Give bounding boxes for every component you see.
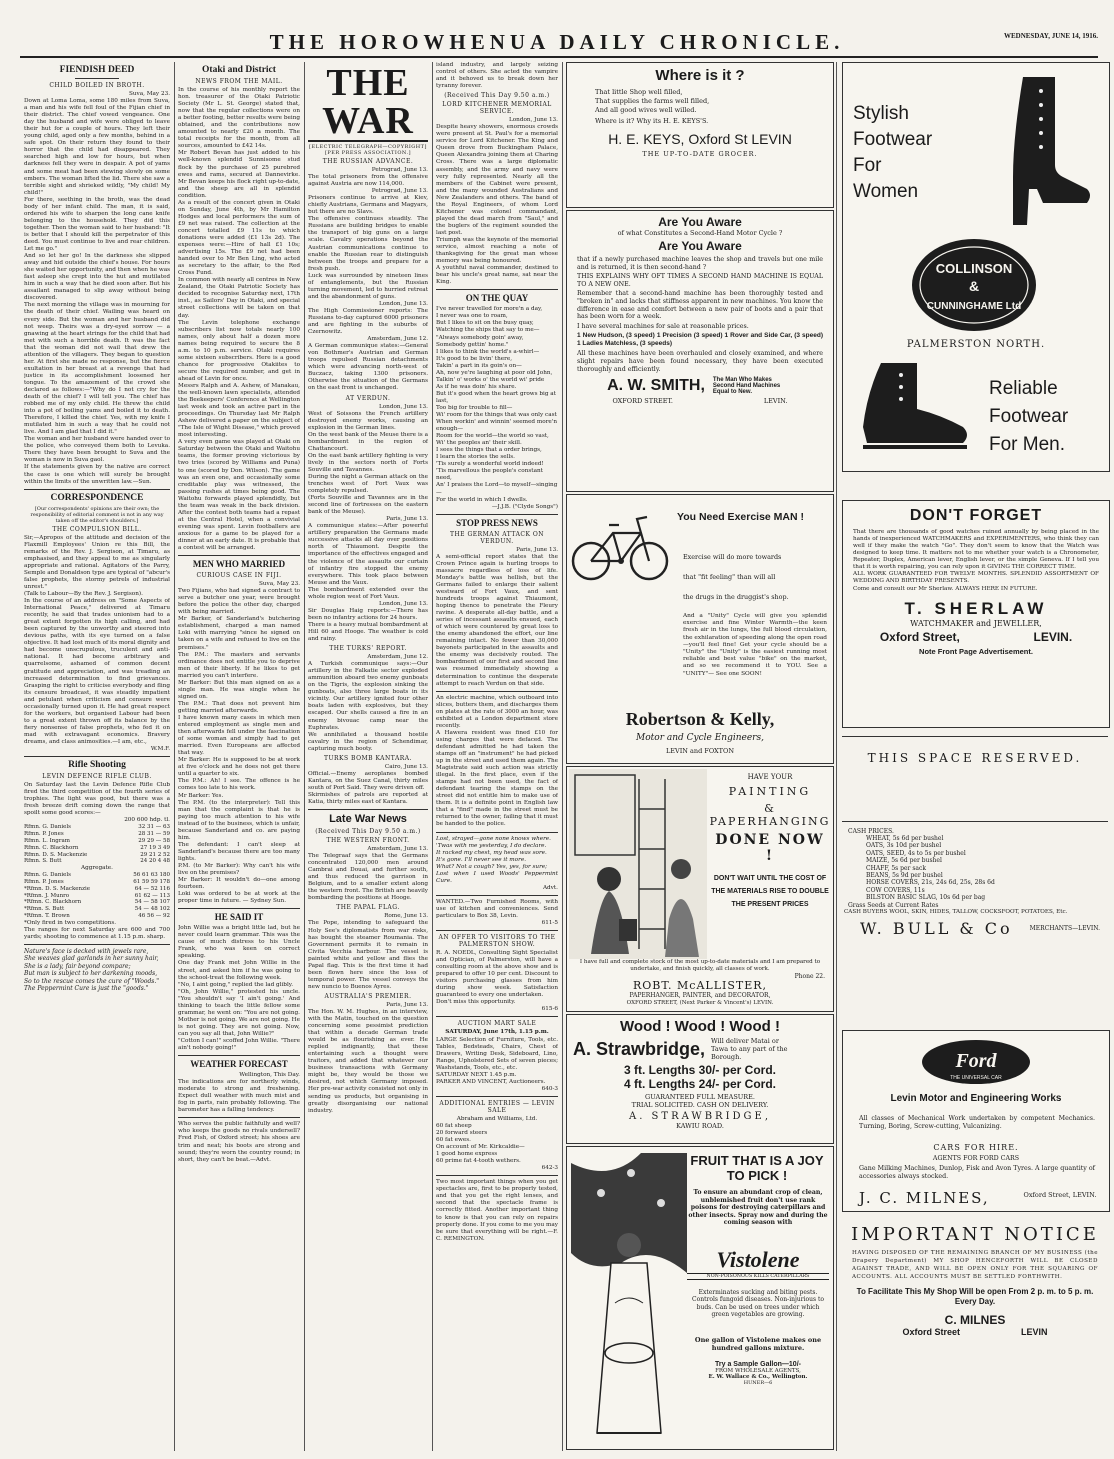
advert-tagline: THE UP-TO-DATE GROCER. [642, 150, 758, 159]
column-rule [304, 62, 305, 1451]
advert-text: I have several machines for sale at reasonable prices. [577, 322, 749, 330]
advert-text: To ensure an abundant crop of clean, unblemished fruit don't use rank poisons for destroying caterpillars and other insects. Spray now and during the coming season with [688, 1189, 828, 1227]
article-body: Despite heavy showers, enormous crowds were present at St. Paul's for a memorial service for Lord Kitchener. The King and Queen drove from Buckingham Palace, Queen Alexandra joining them at Charing Cross. There was a large diplomatic assembly, and the army and navy were very fully represented. Nearly all the members of the Cabinet were present, and the many wounded Australians and New Zealanders and others. The band of the Royal Engineers, of whom Lord Kitchener was colonel commandant, played the dead march from "Saul," and the buglers of the regiment sounded the last post. Triumph was the keynote of the memorial service, almost reaching a note of thanksgiving for the great man whose memory was being honoured. A youthful naval commander, destined to bear his uncle's great name, sat near the King. [436, 124, 558, 286]
article-body: West of Soissons the French artillery destroyed enemy works, causing an explosion in the German lines. On the west bank of the Meuse there is a bombardment in the region of Chattancourt. On the east bank artillery fighting is very lively in the sectors north of Forts Souville and Tavannes. During the night a German attack on the trenches west of Fort Vaux was completely repulsed. (Forts Souville and Tavannes are in the second line of fortresses on the eastern bank of the Meuse). [308, 410, 428, 516]
advert-text: FROM WHOLESALE AGENTS, [715, 1368, 801, 1374]
score-name: Rfmn. C. Blackhorn [24, 844, 79, 851]
issue-date: WEDNESDAY, JUNE 14, 1916. [1003, 32, 1098, 40]
article-subhead: NEWS FROM THE MAIL. [195, 78, 283, 85]
advert-text: That there are thousands of good watches ruined annually by being placed in the hands of inexperienced WATCHMAKERS and EXPERIMENTERS, who think they can well if they make the watch "Go". They don't seem to know that the Watch was designed to keep time. It matters not to me whether your watch is a Chronometer, Repeater, Duplex, American lever, English lever, or the simple Geneva. If I tell you that it is worth repairing, you can rely upon it GIVING THE CORRECT TIME. [853, 529, 1099, 570]
divider [436, 832, 558, 833]
advert-headline: CARS FOR HIRE. [933, 1143, 1019, 1152]
score-values: 61 59 59 178 [133, 878, 170, 885]
advert-text: that if a newly purchased machine leaves the shop and travels but one mile and is returned, it is then second-hand ? [577, 256, 823, 271]
ford-logo-text: Ford [955, 1050, 997, 1072]
divider [436, 289, 558, 290]
badge-text: & [968, 278, 980, 294]
article-body: The indications are for northerly winds, moderate to strong and freshening. Expect dull weather with much mist and fog in parts, rain probably following. The barometer has a falling tendency. [178, 1079, 300, 1114]
advert-text: THIS EXPLAINS WHY OFT TIMES A SECOND HAND MACHINE IS EQUAL TO A NEW ONE. [577, 273, 823, 288]
article-subhead: THE COMPULSION BILL. [52, 525, 142, 533]
advert-headline: AGENTS FOR FORD CARS [932, 1155, 1020, 1162]
score-row [24, 858, 170, 865]
score-values: 29 29 — 58 [138, 837, 170, 844]
dateline: Amsterdam, June 13. [367, 846, 428, 853]
advertiser-name: ROBT. McALLISTER, [632, 979, 768, 992]
advert-mcallister [566, 766, 834, 1012]
dateline: Amsterdam, June 12. [367, 336, 428, 343]
advert-text: Will deliver Matai or Tawa to any part of the Borough. [711, 1037, 788, 1061]
advert-credit: Advt. [542, 884, 558, 891]
dateline: Amsterdam, June 12. [367, 654, 428, 661]
scores-table [24, 824, 170, 865]
advert-text: the drugs in the druggist's shop. [683, 593, 789, 601]
column-4 [436, 62, 558, 1451]
auction-date: SATURDAY, June 17th, 1.15 p.m. [445, 1029, 549, 1036]
classified-code: 640-3 [541, 1085, 558, 1092]
advert-text: Remember that a second-hand machine has been thoroughly tested and "broken in" and lacks that stiffness apparent in new machines. You know the difference in ease and comfort between a new pair of boots and a pair that has been worn for a week. [577, 290, 823, 321]
advert-text: To Facilitate This My Shop Will be open From 2 p. m. to 5 p. m. Every Day. [856, 1287, 1094, 1306]
advert-vistolene [566, 1146, 834, 1450]
painter-illustration-icon [569, 769, 707, 959]
advert-headline: Where is it ? [655, 67, 745, 84]
advert-smith [566, 210, 834, 492]
advertiser-name: C. MILNES [944, 1313, 1006, 1327]
advert-text: I have full and complete stock of the most up-to-date materials and I am prepared to undertake, and finish quickly, all classes of work. [579, 959, 821, 972]
advert-address: Oxford Street, LEVIN. [1023, 1191, 1097, 1199]
advert-tagline: MERCHANTS—LEVIN. [1029, 924, 1100, 932]
letter-signature: W.M.F. [150, 746, 170, 753]
classified-body: R. A. NOEDL, Consulting Sight Specialist and Optician, of Palmerston, will have a consulting room at the above show and is prepared to offer 10 per cent. Discount to visitors purchasing glasses from him during show week. Satisfaction guaranteed to every one undertaken. Don't miss this opportunity. [436, 950, 558, 1006]
advert-town: LEVIN [1020, 1327, 1048, 1337]
article-subhead: LORD KITCHENER MEMORIAL SERVICE. [442, 101, 552, 116]
advert-text: HAVING DISPOSED OF THE REMAINING BRANCH OF MY BUSINESS (the Drapery Department) MY SHOP HENCEFORTH WILL BE CLOSED AGAINST TRADE, AND WILL BE OPEN ONLY FOR THE SQUARING OF ACCOUNTS. ALL ACCOUNTS MUST BE SETTLED FORTHWITH. [852, 1250, 1098, 1280]
divider [178, 1055, 300, 1056]
advert-headline: You Need Exercise MAN ! [677, 511, 805, 523]
advert-address: PALMERSTON NORTH. [906, 339, 1046, 350]
score-row [24, 838, 170, 845]
dateline: London, June 13. [378, 300, 428, 307]
advert-text: HAVE YOUR [747, 773, 793, 781]
dateline: Wellington, This Day. [239, 1072, 300, 1079]
price-list: WHEAT, 5s 6d per bushel OATS, 3s 10d per bushel OATS, SEED, 4s to 5s per bushel MAIZE, 5s 6d per bushel CHAFF, 5s per sack BEANS, 5s 9d per bushel HORSE COVERS, 21s, 24s 6d, 25s, 28s 6d COW COVERS, 11s BILSTON BASIC SLAG, 10s 6d per bag [866, 835, 995, 902]
article-body: The total prisoners from the offensive against Austria are now 114,000. [308, 174, 428, 188]
section-headline: STOP PRESS NEWS [456, 517, 538, 528]
mens-boot-icon [851, 363, 971, 453]
article-body: The High Commissioner reports: The Russians to-day captured 6000 prisoners and are fighting in the suburbs of Czernowitz. [308, 307, 428, 336]
column-1 [24, 62, 170, 1451]
advert-sherlaw [842, 500, 1110, 728]
advert-bull [842, 826, 1108, 974]
article-subhead: LEVIN DEFENCE RIFLE CLUB. [42, 773, 152, 781]
advert-strawbridge [566, 1014, 834, 1144]
advert-text: All classes of Mechanical Work undertaken by competent Mechanics. Turning, Boring, Screw-cutting, Vulcanizing. [859, 1115, 1095, 1130]
advert-headline: & PAPERHANGING [709, 802, 831, 828]
score-row [24, 913, 170, 920]
advertiser-name: Levin Motor and Engineering Works [890, 1093, 1062, 1104]
divider [24, 489, 170, 490]
advert-tagline: Motor and Cycle Engineers, [636, 733, 764, 743]
section-headline: Otaki and District [202, 65, 276, 75]
score-row [24, 852, 170, 859]
advert-text: GUARANTEED FULL MEASURE. [645, 1093, 755, 1101]
telegraph-note: [ELECTRIC TELEGRAPH—COPYRIGHT] [PER PRESS ASSOCIATION.] [309, 144, 427, 156]
advert-town: LEVIN. [1033, 630, 1073, 645]
aggregate-table [24, 872, 170, 920]
advert-collinson-cunninghame [842, 62, 1110, 472]
score-name: Rfmn. D. S. Mackenzie [24, 851, 88, 858]
product-tagline: NON-POISONOUS KILLS CATERPILLARS [687, 1273, 829, 1280]
classified-body: LARGE Selection of Furniture, Tools, etc. Tables, Bedsteads, Chairs, Chest of Drawers, Writing Desk, Sideboard, Lino, Range, Upholstered Sets of seven pieces; Washstands, Tools, etc., etc. SATURDAY NEXT 1.45 p.m. PARKER AND VINCENT, Auctioneers. [436, 1036, 558, 1085]
war-headline: THE WAR [308, 64, 428, 142]
score-row [24, 872, 170, 879]
advert-text: All these machines have been overhauled and closely examined, and where slight repairs have been found necessary, they have been executed thoroughly and efficiently. [577, 350, 823, 373]
article-body: On Saturday last the Levin Defence Rifle Club fired the third competition of the fourth series of trophies. The light was good, but there was a fresh breeze drift coming down the range that spoilt some good scores:— [24, 782, 170, 817]
dateline: London, June 13. [378, 403, 428, 410]
bicycle-icon [571, 503, 671, 588]
article-body: Sir Douglas Haig reports:—There has been no infantry actions for 24 hours. There is a heavy mutual bombardment at Hill 60 and Hooge. The weather is cold and rainy. [308, 607, 428, 643]
advert-text: Exercise will do more towards [683, 553, 782, 561]
advert-headline: For [853, 155, 882, 176]
score-name: Rfmn. S. Butt [24, 858, 62, 865]
advert-note: Note Front Page Advertisement. [919, 647, 1033, 657]
ford-strapline: THE UNIVERSAL CAR [950, 1075, 1002, 1081]
divider [436, 514, 558, 515]
advert-text: E. W. Wallace & Co., Wellington. [708, 1374, 808, 1380]
poem-credit: —J.J.B. ("Clyde Songs") [491, 503, 558, 510]
divider [436, 1016, 558, 1017]
score-values: 24 20 4 48 [140, 858, 170, 865]
score-name: Rfmn. P. Jones [24, 878, 64, 885]
article-headline: WEATHER FORECAST [190, 1059, 288, 1070]
advert-headline: DON'T FORGET [909, 507, 1043, 524]
advert-text: of what Constitutes a Second-Hand Motor Cycle ? [617, 229, 783, 237]
advert-address: Oxford Street [902, 1327, 960, 1337]
divider [24, 756, 170, 757]
score-row [24, 906, 170, 913]
advert-price: 3 ft. Lengths 30/- per Cord. [623, 1063, 776, 1077]
divider [436, 1096, 558, 1097]
score-values: 27 19 3 49 [140, 844, 170, 851]
advert-text: Where is it? Why its H. E. KEYS'S. [595, 117, 709, 125]
score-row [24, 879, 170, 886]
advert-headline: IMPORTANT NOTICE [851, 1224, 1099, 1245]
section-headline: CORRESPONDENCE [50, 492, 144, 503]
divider [178, 908, 300, 909]
advert-levin-motor [842, 1030, 1110, 1212]
divider [178, 1117, 300, 1118]
column-rule [174, 62, 175, 1451]
divider [436, 895, 558, 896]
advert-headline: Are You Aware [658, 215, 742, 229]
divider [436, 930, 558, 931]
article-body: Two Fijians, who had signed a contract to serve a butcher one year, were brought before the police the other day, charged with being married. Mr Barker, of Sanderland's butchering establishment, charged a man named Loki with marrying "since he signed on taken on a wife and refused to live on the premises." The P.M.: The masters and servants ordinance does not entitle you to deprive men of their liberty. If he likes to get married you can't interfere. Mr Barker: But this man signed on as a single man. He was single when he signed on. The P.M.: That does not prevent him getting married afterwards. I have known many cases in which men entered employment as single men and then afterwards fell under the fascination of some woman and simply had to get married. Even Europeans are affected that way. Mr Barker: He is supposed to be at work at five o'clock and he does not get there until a quarter to six. The P.M.: Ah! I see. The offence is he comes too late to his work. Mr Barker: Yes. The P.M. (to the interpreter): Tell this man that the complaint is that he is paying too much attention to his wife instead of to the business, which is unfair, because Sanderland and co. are paying him. The defendant: I can't sleep at Sanderland's because there are too many lights. P.M. (to Mr Barker): Why can't his wife live on the premises? Mr Barker: It wouldn't do—one among fourteen. Loki was ordered to be at work at the proper time in future. — Sydney Sun. [178, 588, 300, 905]
poem-text: I've never travelled for more'n a day, I never was one to roam, But I likes to sit on the busy quay, Watching the ships that say to me— "Always somebody goin' away, Somebody gettin' home." I likes to think the world's a-whirl— It's good to be livin' there, Takin' a part in its goin's on— Ah, now ye're laughing at poor old John, Talkin' o' works o' the world wi' pride As if he was doin' his share. But it's good when the heart grows big at last, Too big for trouble to fill— Wi' room for the things that was only cast When workin' and winnin' seemed more'n enough— Room for the world—the world so vast, Wi' the peoples an' their skill. I sees the things that a order brings, I learn the stories the sells. 'Tis surely a wonderful world indeed! 'Tis marvellous the people's constant need, An' I praises the Lord—to myself—singing— For the world in which I dwells. [436, 306, 558, 503]
masthead-rule [20, 56, 1098, 58]
article-subhead: CURIOUS CASE IN FIJI. [196, 572, 282, 580]
article-subhead: THE TURKS' REPORT. [329, 645, 407, 653]
score-name: Rfmn. L. Ingram [24, 837, 70, 844]
dateline: London, June 13. [508, 117, 558, 124]
score-row [24, 831, 170, 838]
divider [24, 944, 170, 945]
advert-headline: PAINTING [728, 785, 812, 798]
article-headline: MEN WHO MARRIED [192, 559, 286, 570]
advert-headline: DONE NOW ! [715, 832, 825, 864]
score-values: 29 21 2 52 [140, 851, 170, 858]
advert-headline: CASH PRICES. [848, 828, 894, 835]
dateline: Rome, June 13. [384, 913, 428, 920]
classified-body: 60 fat sheep 20 forward steers 60 fat ewes. On account of Mr. Kirkcaldie— 1 good home express 60 prime fat 4-tooth wethers. [436, 1122, 525, 1165]
dateline: Paris, June 13. [516, 546, 558, 553]
score-name: *Rfmn. D. S. Mackenzie [24, 885, 90, 892]
advertiser-name: A. STRAWBRIDGE, [628, 1111, 772, 1122]
advert-poem: Nature's face is decked with jewels rare, She weaves glad garlands in her sunny hair, She is a lady, fair beyond compare; But man is subject to her darkening moods, So to the rescue comes the cure of "Woods." The Peppermint Cure is just the "goods." [24, 947, 160, 992]
article-body: *Only fired in two competitions. The ranges for next Saturday are 600 and 700 yards; shooting to commence at 1.15 p.m. sharp. [24, 919, 170, 940]
article-headline: FIENDISH DEED [59, 65, 135, 75]
article-body: An electric machine, which outboard into slices, butters them, and discharges them on plates at the rate of 3000 an hour, was exhibited at a London department store recently. A Hawera resident was fined £10 for using charges that were defaced. The defendant admitted he had taken the stamps off an "instrument" he had picked up in the street and used them again. The Magistrate said such action was strictly illegal. In the first place, even if the stamps had not been used, the fact of defendant tearing the stamps on the street did not entitle him to make use of them. It is a definite point in English law that a "find" made in the street must be returned to the owner, failing that it must be handed to the police. [436, 694, 558, 828]
reserved-label: THIS SPACE RESERVED. [867, 751, 1083, 765]
advert-poem: That little Shop well filled, That supplies the farms well filled, And all good wives well willed. [595, 88, 710, 114]
advert-address: KAWIU ROAD. [676, 1122, 724, 1130]
article-body: The Pope, intending to safeguard the Holy See's diplomatists from war risks, has bought the steamer Roumania. The Government permits it to remain in Civita Vecchia harbour. The vessel is painted white and yellow and flies the Papal flag. This is the first time it had been flown here since the loss of temporal power. The vessel conveys the new nuncio to Buenos Ayres. [308, 920, 428, 990]
advert-phone: Phone 22. [794, 973, 825, 980]
advert-text: Who serves the public faithfully and well? who keeps the goods no rivals undersell? Fred Fish, of Oxford street; his shoes are trim and neat; his boots are strong and sound; they're worn the country round; in short, they can't be beat.—Advt. [178, 1121, 300, 1163]
classified-heading: AN OFFER TO VISITORS TO THE PALMERSTON SHOW. [438, 934, 556, 949]
advert-headline: Stylish [853, 103, 909, 124]
divider [178, 555, 300, 556]
advertiser-name: T. SHERLAW [904, 599, 1048, 619]
advert-headline: Women [853, 181, 919, 202]
advert-poem: Lost, strayed—gone none knows where. 'Twas with me yesterday, I do declare. It racked my chest, my head was sore. It's gone. I'll never see it more. What? Not a cough? Yes, yes, for sure; Lost when I used Woods' Peppermint Cure. [436, 835, 558, 884]
article-body: A German communique states:—General von Bothmer's Austrian and German troops repulsed Russian detachments which were advancing north-west of Buczacz, taking 1300 prisoners. Otherwise the situation of the Germans on the east front is unchanged. [308, 343, 428, 392]
advert-tagline: PAPERHANGER, PAINTER, and DECORATOR, [629, 992, 771, 999]
advert-text: Gane Milking Machines, Dunlop, Fisk and Avon Tyres. A large quantity of accessories always stocked. [859, 1165, 1095, 1180]
advert-list: 1 New Hudson, (3 speed) 1 Precision (3 speed) 1 Rover and Side Car, (3 speed) 1 Ladies Matchless, (3 speeds) [577, 332, 823, 348]
advert-headline: Footwear [989, 406, 1069, 427]
article-body: Official.—Enemy aeroplanes bombed Kantara, on the Suez Canal, thirty miles south of Port Said. They were driven off. Skirmishes of patrols are reported at Katia, thirty miles east of Kantara. [308, 770, 428, 805]
classified-code: 611-5 [541, 920, 558, 927]
article-body: Prisoners continue to arrive at Kiev, chiefly Austrians, Germans and Magyars, but there are no Slavs. The offensive continues steadily. The Russians are building bridges to enable the transport of big guns on a large scale. Cavalry operations beyond the Austrian communications continue to enable the Russian rear to distinguish between the troops and prepare for a fresh push. Luck was surrounded by nineteen lines of entanglements, but the Russian turning movement, led to hurried retreat and the abandonment of guns. [308, 195, 428, 300]
advert-tagline: The Man Who Makes Second Hand Machines Equal to New. [712, 377, 781, 396]
article-subhead: THE WESTERN FRONT. [326, 837, 410, 845]
advert-text: One gallon of Vistolene makes one hundred gallons mixture. [694, 1336, 822, 1352]
advert-code: HUNER—6 [743, 1380, 773, 1386]
advert-text: Two most important things when you get spectacles are, first to be properly tested, and that you get the right lenses, and second that the spectacle frame is correctly fitted. Another important thing to know is that you can rely on repairs properly done. If you come to me you may be sure that everything will be right.—F. C. REMINGTON. [436, 1179, 558, 1242]
score-row [24, 893, 170, 900]
advert-headline: Wood ! Wood ! Wood ! [620, 1018, 780, 1035]
score-values: 61 62 — 113 [134, 892, 170, 899]
advert-headline: For Men. [989, 434, 1066, 455]
advert-text: CASH BUYERS WOOL, SKIN, HIDES, TALLOW, COCKSFOOT, POTATOES, Etc. [844, 908, 1068, 915]
advertiser-name: J. C. MILNES, [859, 1189, 990, 1207]
dateline: Paris, June 13. [386, 1001, 428, 1008]
article-body: Down at Loma Loma, some 180 miles from Suva, a man and his wife fell foul of the Fijian chief in their district. The chief vowed vengeance. One day the husband and wife were obliged to leave their hut for a couple of hours. They left their young child, aged only a few months, behind in a safe spot. On their return they found to their horror that the child had disappeared. They searched high and low for hours, but when darkness fell they were in despair. A pot of yams and some meat had been stewing slowly on some embers. The woman lifted the lid. There she saw a terrible sight and shrieked wildly, "My child! My child!" For there, seething in the broth, was the dead body of her infant child. The man, it is said, ordered his wife to sharpen the long cane knife belonging to the household. They did this together. Then the woman said to her husband: "It is better that I should kill the perpetrator of this deed. You must continue to live and rear children. Let me go." And so let her go! In the darkness she slipped away and hid outside the chief's house. For hours she waited her opportunity, and then when he was fast asleep she crept into the hut and mutilated him in such a way that he died soon after. But his assailant managed to slip away without being discovered. The next morning the village was in mourning for the death of their chief. Wailing was heard on every side. But the woman and her husband did not weep. Theirs was a dry-eyed sorrow — a gnawing at the heart strings for the child that had met with such a horrible death. It was the fact that the woman did not wail that drew the attention of the villagers. They began to question her. At first she made no response, but the fierce exultation in her breast at a revenge that had justice in its accomplishment loosened her tongue. To the amazement of the crowd she declared as follows:—"Why do I not cry for the death of the chief? I will tell you. The chief has robbed me of my only child. He threw the child into a pot of boiling yams and boiled it to death. Therefore, I killed the chief. Yes, with my knife I mutilated him in such a way that he could not live. And I am glad that I did it." The woman and her husband were handed over to the police, who conveyed them both to Levuka. There they have been brought to Suva and the woman is now in Suva gaol. If the statements given by the native are correct the case is one which will surely be brought within the limits of the unwritten law.—Sun. [24, 98, 170, 485]
column-2 [178, 62, 300, 1451]
advert-headline: Are You Aware [658, 239, 742, 253]
advertiser-name: A. Strawbridge, [573, 1038, 706, 1059]
score-values: 54 — 58 107 [134, 899, 170, 906]
advert-text: TRIAL SOLICITED. CASH ON DELIVERY. [631, 1101, 769, 1109]
article-subhead: THE PAPAL FLAG. [336, 904, 400, 912]
dateline: London, June 13. [378, 600, 428, 607]
score-row [24, 845, 170, 852]
advert-address: OXFORD STREET. [612, 397, 673, 406]
advert-text: Exterminates sucking and biting pests. Controls fungoid diseases. Non-injurious to buds. Can be used on trees under which green vegetables are growing. [692, 1289, 824, 1319]
score-name: *Rfmn. T. Brown [24, 912, 70, 919]
article-body: In the course of his monthly report the hon. treasurer of the Otaki Patriotic Society (Mr L. St. George) stated that, now that the regular collections were on a better footing, better results were being obtained, and the contributions now amounted to nearly £20 a month. The total receipts for the month, from all sources, amounted to £42 14s. Mr Robert Bevan has just added to his well-known splendid Sunnisome stud flock by the purchase of 25 purebred ewes and rams, secured at Dannevirke. Mr Bevan keeps his flock right up-to-date, and the sheep are all in splendid condition. As a result of the concert given in Otaki on Sunday, June 4th, by Mr Hamilton Hodges and local performers the sum of £9 net was raised. The collection at the concert totalled £9 11s to which donations were added (£1 13s 2d). The expenses were:—Hire of hall £1 10s; advertising 15s. The £9 net had been handed over to Mr Ben Ling, who acted as secretary to the affair, to the Red Cross Fund. In common with nearly all centres in New Zealand, the Otaki Patriotic Society has decided to recognise Saturday next, 17th inst., as Sailors' Day in Otaki, and special street collections will be taken on that day. The Levin telephone exchange subscribers list now totals nearly 100 names, only about half a dozen more names being required to secure the 8 a.m. to 10 p.m. service. Otaki requires some sixteen subscribers. Here is a good chance for progressive Otakiites to secure the required number, and get in ahead of Levin for once. Messrs Ralph and A. Ashew, of Manakau, the well-known lawn specialists, attended the Beekeepers' Conference at Wellington last week and took an active part in the proceedings. On Thursday last Mr Ralph Ashew delivered a paper on the subject of "The Isle of Wight Disease," which proved most interesting. A very even game was played at Otaki on Saturday between the Otaki and Waitohu teams, the former proving victorious by two tries (scored by Williams and Puna) to one (scored by Don. Wilson). The game was an even one, and occasionally some creditable play was witnessed, the passing rushes at times being good. The Waitohu forwards played splendidly, but the team was weak in the back division. After the contest both teams had a repast at the Central Hotel, when a convivial evening was spent. Levin footballers are anxious for a game to be played for a dinner at an early date. It is probable that a contest will be arranged. [178, 87, 300, 552]
advertiser-name: Robertson & Kelly, [625, 709, 775, 729]
advert-headline: FRUIT THAT IS A JOY TO PICK ! [690, 1153, 824, 1183]
advert-important-notice [842, 1218, 1108, 1450]
score-values: 32 31 — 63 [138, 824, 170, 831]
advert-robertson-kelly [566, 494, 834, 764]
score-name: Rfmn. G. Daniels [24, 872, 71, 879]
score-row [24, 824, 170, 831]
column-rule [432, 62, 433, 1451]
dateline: Cairo, June 13. [384, 763, 428, 770]
article-headline: Rifle Shooting [68, 760, 126, 771]
womens-boot-icon [983, 77, 1093, 227]
dateline: Suva, May 23. [128, 91, 170, 97]
advert-address: OXFORD STREET, (Next Parker & Vincent's) LEVIN. [626, 1000, 774, 1006]
advert-town: LEVIN. [763, 397, 788, 406]
score-values: 46 56 — 92 [138, 912, 170, 919]
column-rule [836, 62, 837, 1451]
score-name: Rfmn. G. Daniels [24, 824, 71, 831]
advert-text: ALL WORK GUARANTEED FOR TWELVE MONTHS. SPLENDID ASSORTMENT OF WEDDING AND BIRTHDAY PRESENTS. [853, 571, 1099, 585]
badge-text: CUNNINGHAME Ltd [926, 301, 1022, 312]
score-row [24, 899, 170, 906]
article-body: A communique states:—After powerful artillery preparation the Germans made successive attacks all day over positions north of Thiaumont. Despite the importance of the effectives engaged and the violence of the assaults our curtain of infantry fire stopped the enemy everywhere. This took place between Meuse and the Vaux. The bombardment extended over the whole region west of Fort Vaux. [308, 523, 428, 600]
classified-heading: ADDITIONAL ENTRIES — LEVIN SALE [439, 1099, 555, 1114]
score-name: *Rfmn. S. Butt [24, 906, 65, 913]
column-3 [308, 62, 428, 1451]
poem-title: ON THE QUAY [465, 293, 529, 304]
classified-heading: AUCTION MART SALE [457, 1020, 537, 1028]
editorial-note: [Our correspondents' opinions are their own; the responsibility of editorial comment is not in any way taken off the editor's shoulders.] [30, 505, 164, 524]
masthead [0, 0, 1114, 58]
letter-body: Sir,—Apropos of the attitude and decision of the Flaxmill Employees' Union re this Bill, the remarks of the Rev. J. Sergison, at Timaru, as emphasised, and they appeal to me as singularly appropriate and rational. Agitators of the Parry, Semple and Donaldson type are typical of "abcur's false prophets, the stormy petrels of industrial unrest." (Talk to Labour—By the Rev. J. Sergison). In the course of an address on "Some Aspects of International Peace," delivered at Timaru recently, he said that trades unionism had to a great extent forgotten its high calling, and had been captured by the unworthy and steered into devious paths, with its eye turned on a false objective. It had lost much of its moral dignity and had become unscrupulous, truculent and anti-national. It had become arbitrary and quarrelsome, ashamed of common decent gratitude and appreciation, and was treading an increased determination to find grievances. Grasping the right to criticise everybody and fling its censure broadcast, it was steadily impatient and petulant when criticism and censure were occasionally turned upon it. He had great respect for the workers, but organised Labour had been to a great extent thrown off its balance by the fiery nonsense of false prophets, who fed it on mad with extravagant economics. Bravery dreams, and class animosities.—I am, etc., [24, 534, 170, 745]
column-rule [562, 62, 563, 1451]
dateline: Suva, May 23. [258, 581, 300, 588]
advert-price: Try a Sample Gallon—10/- [715, 1361, 801, 1368]
aggregate-label: Aggregate. [81, 865, 113, 872]
advert-price: 4 ft. Lengths 24/- per Cord. [623, 1077, 776, 1091]
dateline: Paris, June 13. [386, 516, 428, 523]
score-values: 28 31 — 59 [138, 831, 170, 838]
article-subhead: CHILD BOILED IN BROTH. [49, 82, 145, 89]
divider [436, 691, 558, 692]
scores-header: 200 600 hdp. tl. [124, 817, 170, 824]
advert-address: Oxford Street, [879, 630, 960, 645]
article-headline: HE SAID IT [214, 912, 264, 923]
advert-text: Come and consult our Mr Sherlaw. ALWAYS HERE IN FUTURE. [853, 586, 1038, 593]
fruit-picker-illustration-icon [571, 1153, 687, 1443]
advert-address: LEVIN and FOXTON [665, 747, 735, 755]
advert-text: DON'T WAIT UNTIL THE COST OF THE MATERIALS RISE TO DOUBLE THE PRESENT PRICES [711, 875, 829, 908]
advert-text: that "fit feeling" than will all [683, 573, 776, 581]
article-body: John Willie was a bright little lad, but he never could learn grammar. This was the cause of much distress to his Uncle Frank, who was keen on correct speaking. One day Frank met John Willie in the street, and asked him if he was going to the school-treat the following week. "No, I aint going," replied the lad glibly. "Oh, John Willie," protested his uncle. "You shouldn't say 'I ain't going.' And thinking to teach the little fellow some grammar, he went on: "You are not going. Mother is not going. We are not going. He is not going. They are not going. Now, can you say all that, John Willie?" "Cotton I can!" scoffed John Willie. "There ain't nobody going!" [178, 925, 300, 1052]
score-name: *Rfmn. C. Blackhorn [24, 899, 82, 906]
advert-headline: Reliable [989, 378, 1058, 399]
article-subhead: AUSTRALIA'S PREMIER. [324, 992, 412, 1000]
badge-text: COLLINSON [935, 261, 1013, 276]
divider [75, 78, 119, 79]
product-logo: Vistolene [716, 1247, 800, 1272]
classified-wanted: WANTED.—Two Furnished Rooms, with use of kitchen and conveniences. Send particulars to Box 38, Levin. [436, 898, 558, 919]
score-name: Rfmn. P. Jones [24, 831, 64, 838]
divider [436, 1175, 558, 1176]
article-body: The Hon. W. M. Hughes, in an interview, with the Matin, touched on the question concerning some pessimist prediction that within a decade German trade would be as flourishing as ever. He replied indignantly, that these entertaining such a thought were traitors, and added that whatever our business transactions with Germany might be, they would be those we desired, not which Germany imposed. Her pre-war activity consisted not only in sending us products, but organising in greatly disorganising our national industry. [308, 1008, 428, 1114]
classified-subhead: Abraham and Williams, Ltd. [456, 1115, 538, 1122]
article-subhead: THE RUSSIAN ADVANCE. [322, 158, 414, 165]
article-body: island industry, and largely seizing control of others. She acted the vampire and it behoved us to break down her tyranny forever. [436, 62, 558, 90]
company-badge-icon [909, 235, 1039, 335]
advertiser-name: W. BULL & Co [860, 918, 1013, 938]
received-note: (Received This Day 9.50 a.m.) [444, 92, 550, 100]
score-name: *Rfmn. J. Munro [24, 892, 70, 899]
advert-text: Grass Seeds at Current Rates [848, 901, 939, 909]
advertiser-name: H. E. KEYS, Oxford St LEVIN [608, 131, 792, 148]
newspaper-title: THE HOROWHENUA DAILY CHRONICLE. [269, 30, 845, 54]
advert-text: And a "Unity" Cycle will give you splendid exercise and fine Winter Warmth—the keen fresh air in the lungs, the full blood circulation, the exhilaration of speeding along the open road—you'll feel fine! Get your cycle should be a "Unity" the "Unity" is the easiest running most reliable and best value "bike" on the market, and so we recommend it to YOU. See a "UNITY"— See one SOON! [683, 613, 827, 677]
advert-keys [566, 62, 834, 208]
advert-headline: Footwear [853, 129, 933, 150]
article-subhead: TURKS BOMB KANTARA. [323, 754, 413, 762]
dateline: Petrograd, June 13. [371, 167, 428, 173]
article-subhead: AT VERDUN. [345, 394, 391, 402]
advert-tagline: WATCHMAKER and JEWELLER, [910, 619, 1042, 629]
received-note: (Received This Day 9.50 a.m.) [315, 828, 421, 836]
score-values: 56 61 63 180 [133, 872, 170, 879]
article-body: The Telegraaf says that the Germans concentrated 120,000 men around Cambrai and Douai, and further south, and thus reduced the garrison in Belgium, and to a smaller extent along the western front. The British are heavily bombarding the positions at Hooge. [308, 853, 428, 902]
advertiser-name: A. W. SMITH, [607, 377, 705, 395]
ford-logo-icon [921, 1039, 1031, 1085]
score-values: 54 — 48 102 [134, 906, 170, 913]
section-headline: Late War News [329, 813, 407, 826]
reserved-space [842, 736, 1108, 822]
article-body: A Turkish communique says:—Our artillery in the Falkatie sector exploded ammunition aboard two enemy gunboats on the Tigris, the explosion sinking the gunboats, also three large boats in its vicinity. Our artillery ignited four other boats laden with explosives, but they escaped. Our shells caused a fire in an enemy bivouac camp near the Euphrates. We annihilated a thousand hostile cavalry in the region of Schendimar, capturing much booty. [308, 661, 428, 752]
divider [308, 809, 428, 810]
article-body: A semi-official report states that the Crown Prince again is hurling troops to massacre regardless of loss of life. Monday's battle was hellish, but the Germans failed to enlarge their salient westward of Fort Vaux, and sent hundreds troops against Thiaumont, hoping thence to penetrate the Fleury ravine. A desperate all-day battle, and a series of incessant assaults ensued, each of which were countered by great loss to the enemy abandoned the effort, our line remaining intact. No fewer than 30,000 bayonets participated in the assaults and the enemy was decisively routed. The bombardment of our first and second line was resumed immediately showing a determination to continue the desperate attempt to reach Verdun on that side. [436, 553, 558, 687]
classified-code: 615-6 [541, 1006, 558, 1013]
classified-code: 642-3 [541, 1165, 558, 1172]
article-subhead: THE GERMAN ATTACK ON VERDUN. [449, 530, 545, 545]
dateline: Petrograd, June 13. [371, 188, 428, 195]
score-values: 64 — 52 116 [134, 885, 170, 892]
score-row [24, 886, 170, 893]
